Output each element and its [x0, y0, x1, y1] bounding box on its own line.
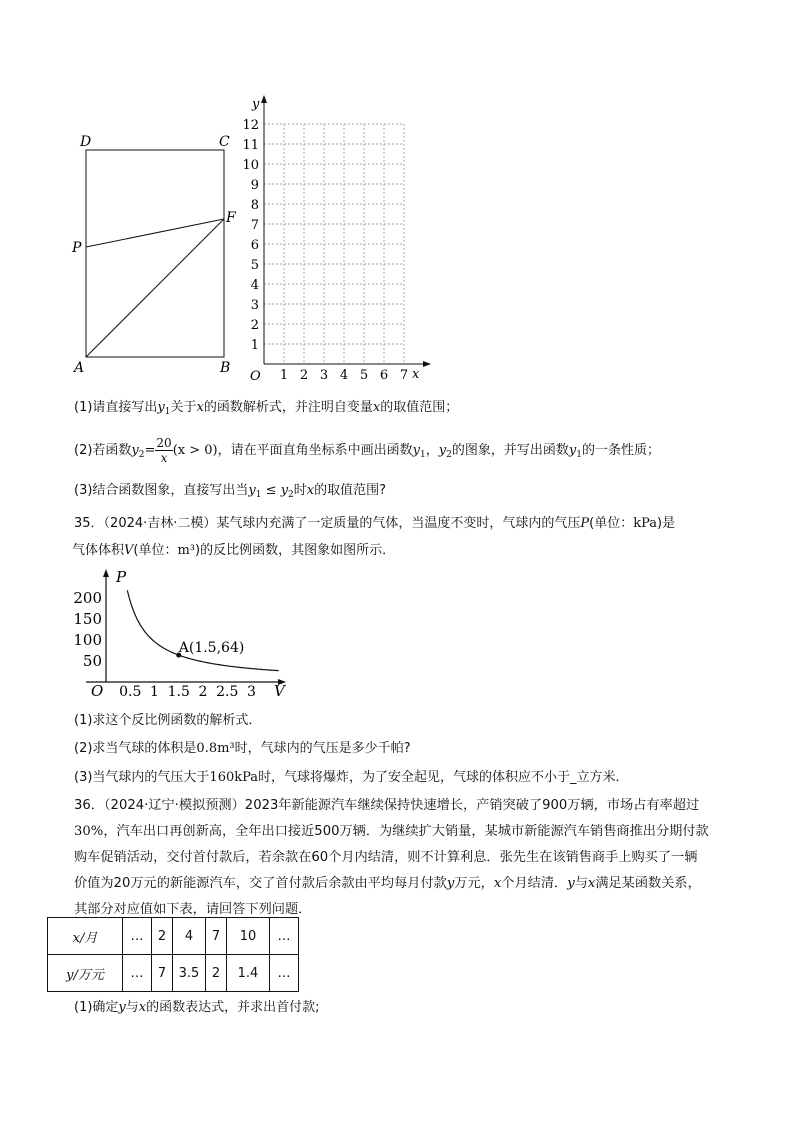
- label-d: D: [80, 134, 92, 150]
- table-cell: …: [270, 918, 299, 955]
- q34-p3-v2: $y_2$: [280, 483, 294, 500]
- q35-volume-value: 0.8m³: [196, 741, 235, 756]
- x-axis-arrow: [423, 361, 431, 367]
- grid-y-tick-label: 1: [250, 338, 259, 353]
- q35-unit-kpa: kPa: [633, 516, 658, 531]
- segment-pf: [86, 219, 224, 247]
- q35-unit-m3: m³: [177, 543, 196, 558]
- q34-p3-v1: $y_1$: [248, 483, 262, 500]
- q34-p2-condition: (x > 0): [172, 443, 218, 458]
- grid-x-tick-label: 6: [379, 368, 389, 383]
- q34-part2: (2)若函数$y_2=$ $\frac{20}{x}$ (x > 0)，请在平面直角坐标系中画出函数$y_1$，$y_2$的图象，并写出函数$y_1$的一条性质；: [74, 436, 660, 465]
- grid-y-tick-label: 10: [242, 158, 259, 173]
- pv-x-tick-label: 2: [198, 684, 208, 700]
- q34-p1-text-a: (1)请直接写出: [74, 400, 158, 415]
- q34-p2-f2: $y_2$: [438, 443, 452, 460]
- q34-p2-f1: $y_1$: [412, 443, 426, 460]
- pv-curve: [127, 590, 278, 670]
- q35-var-p: P: [580, 516, 590, 531]
- grid-x-tick-label: 4: [339, 368, 349, 383]
- grid-lines: [264, 124, 404, 364]
- grid-y-tick-label: 6: [250, 238, 259, 253]
- q36-sub1: (1)确定y与x的函数表达式，并求出首付款;: [74, 1000, 320, 1015]
- label-f: F: [226, 210, 236, 226]
- label-a: A: [74, 360, 85, 376]
- pv-y-tick-label: 50: [82, 652, 102, 670]
- grid-y-tick-label: 8: [250, 198, 259, 213]
- grid-y-tick-label: 7: [250, 218, 259, 233]
- grid-y-tick-label: 12: [242, 118, 259, 133]
- q34-p1-text-d: 的取值范围；: [380, 400, 459, 415]
- pv-origin: O: [91, 682, 104, 700]
- q36-percent: 30%: [74, 824, 104, 839]
- q35-sub2: (2)求当气球的体积是0.8m³时，气球内的气压是多少千帕?: [74, 741, 411, 756]
- q34-p2-text-c: 的图象，并写出函数: [451, 443, 569, 458]
- grid-x-tick-label: 1: [279, 368, 289, 383]
- q34-p3-text-b: 时: [293, 483, 307, 498]
- q34-p2-f3: $y_1$: [568, 443, 582, 460]
- pv-x-tick-label: 0.5: [119, 684, 142, 700]
- pressure-volume-graph: [70, 566, 294, 702]
- q35-sub3: (3)当气球内的气压大于160kPa时，气球将爆炸，为了安全起见，气球的体积应不小于_立方米．: [74, 770, 629, 785]
- rectangle-abcd: [86, 150, 224, 357]
- table-cell: 7: [152, 955, 173, 992]
- point-a-label: A(1.5,64): [178, 640, 245, 657]
- grid-y-tick-label: 9: [250, 178, 259, 193]
- q34-p2-y2: $y_2$: [131, 443, 145, 460]
- grid-x-tick-label: 3: [319, 368, 329, 383]
- segment-af: [86, 219, 224, 357]
- table-cell: 2: [152, 918, 173, 955]
- grid-y-tick-label: 2: [250, 318, 259, 333]
- q34-p2-text-a: (2)若函数: [74, 443, 132, 458]
- grid-y-tick-label: 4: [250, 278, 259, 293]
- pv-y-tick-label: 150: [73, 610, 102, 628]
- q35-intro-line2: 气体体积V(单位：m³)的反比例函数，其图象如图所示．: [72, 543, 396, 558]
- grid-y-tick-label: 3: [250, 298, 259, 313]
- table-cell: 1.4: [227, 955, 270, 992]
- grid-origin: O: [250, 369, 261, 384]
- grid-x-tick-label: 7: [399, 368, 409, 383]
- pv-x-tick-label: 1: [150, 684, 159, 700]
- table-row: [48, 918, 299, 955]
- q34-p1-var-x2: x: [372, 400, 381, 415]
- pv-y-tick-label: 200: [73, 589, 102, 607]
- grid-y-tick-label: 5: [250, 258, 259, 273]
- q34-p2-text-b: ，请在平面直角坐标系中画出函数: [217, 443, 413, 458]
- q34-p2-eq: =: [144, 443, 156, 458]
- pv-x-label: V: [274, 682, 285, 700]
- table-cell: 4: [173, 918, 206, 955]
- table-cell: …: [270, 955, 299, 992]
- table-cell: 7: [206, 918, 227, 955]
- q34-p1-text-c: 的函数解析式，并注明自变量: [203, 400, 373, 415]
- q34-p1-text-b: 关于: [170, 400, 197, 415]
- label-b: B: [220, 360, 231, 376]
- table-cell: …: [123, 955, 152, 992]
- q34-p1-var-y: $y_1$: [157, 400, 171, 417]
- table-header-y: y/万元: [48, 955, 123, 992]
- pv-y-label: P: [116, 568, 127, 586]
- q35-sub1: (1)求这个反比例函数的解析式．: [74, 713, 262, 728]
- q35-pressure-value: 160kPa: [209, 770, 259, 785]
- pv-x-tick-label: 1.5: [167, 684, 190, 700]
- value-table: [47, 917, 299, 992]
- grid-y-tick-label: 11: [242, 138, 259, 153]
- table-cell: …: [123, 918, 152, 955]
- pv-x-tick-label: 3: [247, 684, 256, 700]
- pv-x-tick-label: 2.5: [216, 684, 239, 700]
- grid-x-tick-label: 5: [359, 368, 369, 383]
- q34-p3-text-a: (3)结合函数图象，直接写出当: [74, 483, 249, 498]
- table-cell: 3.5: [173, 955, 206, 992]
- y-axis-arrow: [261, 95, 267, 103]
- table-header-x: x/月: [48, 918, 123, 955]
- rectangle-figure: [68, 130, 244, 380]
- grid-y-label: y: [252, 97, 260, 112]
- table-row: [48, 955, 299, 992]
- q35-intro-line1: 35．（2024·吉林·二模）某气球内充满了一定质量的气体，当温度不变时，气球内的气压P(单位：kPa)是: [74, 516, 676, 531]
- table-cell: 2: [206, 955, 227, 992]
- q34-p3-text-c: 的取值范围?: [314, 483, 387, 498]
- grid-x-tick-label: 2: [299, 368, 309, 383]
- q34-part1: [74, 398, 458, 422]
- q35-intro-a: 35．（2024·吉林·二模）某气球内充满了一定质量的气体，当温度不变时，气球内的气压: [74, 516, 581, 531]
- pv-y-arrow: [103, 569, 109, 577]
- q34-p2-fraction: $\frac{20}{x}$: [156, 436, 172, 465]
- pv-y-tick-label: 100: [73, 631, 102, 649]
- q35-intro-line2-a: 气体体积: [72, 543, 125, 558]
- label-c: C: [219, 134, 230, 150]
- q34-part3: (3)结合函数图象，直接写出当$y_1 \le y_2$时x的取值范围?: [74, 483, 387, 500]
- q34-p2-text-d: 的一条性质；: [581, 443, 660, 458]
- q35-var-v: V: [124, 543, 134, 558]
- grid-x-label: x: [412, 367, 420, 382]
- q34-p1-var-x: x: [196, 400, 204, 415]
- q36-paragraph: 36．（2024·辽宁·模拟预测）2023年新能源汽车继续保持快速增长，产销突破了900万辆，市场占有率超过30%，汽车出口再创新高，全年出口接近500万辆．为继续扩大销量，某城市新能源汽车销售商推出分期付款购车促销活动，交付首付款后，若余款在60个月内结清，则不计算利息．张先生在该销售商手上购买了一辆价值为20万元的新能源汽车，交了首付款后余款由平均每月付款y万元，x个月结清．y与x满足某函数关系，其部分对应值如下表，请回答下列问题．: [74, 798, 709, 917]
- label-p: P: [72, 240, 82, 256]
- coordinate-grid: [236, 92, 436, 384]
- table-cell: 10: [227, 918, 270, 955]
